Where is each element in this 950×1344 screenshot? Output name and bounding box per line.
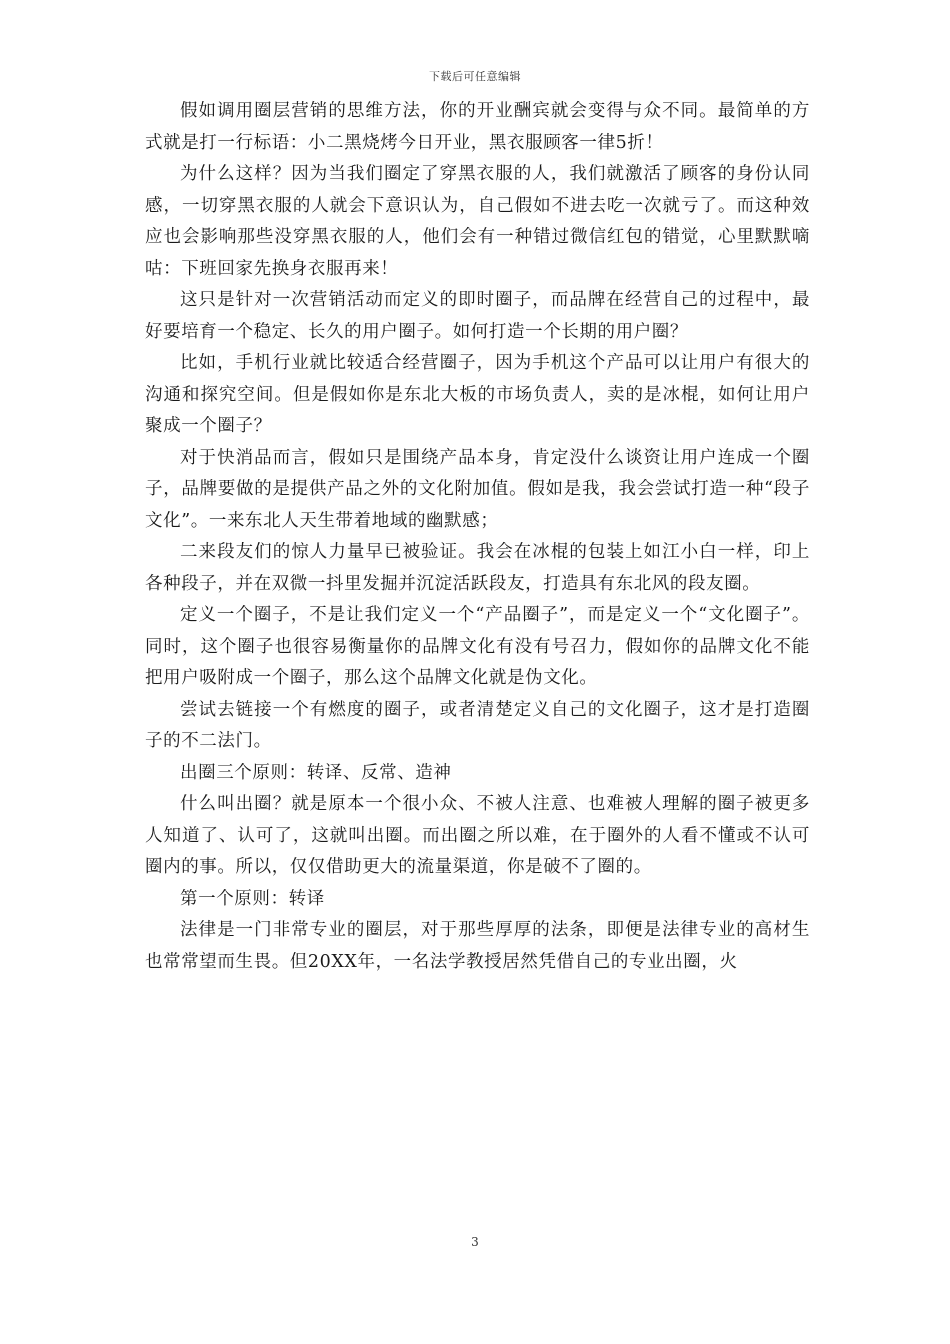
paragraph: 什么叫出圈？就是原本一个很小众、不被人注意、也难被人理解的圈子被更多人知道了、认可了，这就叫出圈。而出圈之所以难，在于圈外的人看不懂或不认可圈内的事。所以，仅仅借助更大的流量渠道，你是破不了圈的。 [145, 794, 810, 877]
document-body [145, 96, 810, 978]
paragraph: 假如调用圈层营销的思维方法，你的开业酬宾就会变得与众不同。最简单的方式就是打一行标语：小二黑烧烤今日开业，黑衣服顾客一律5折！ [145, 101, 810, 153]
paragraph: 尝试去链接一个有燃度的圈子，或者清楚定义自己的文化圈子，这才是打造圈子的不二法门。 [145, 699, 810, 751]
paragraph: 这只是针对一次营销活动而定义的即时圈子，而品牌在经营自己的过程中，最好要培育一个稳定、长久的用户圈子。如何打造一个长期的用户圈？ [145, 290, 810, 342]
paragraph: 对于快消品而言，假如只是围绕产品本身，肯定没什么谈资让用户连成一个圈子，品牌要做的是提供产品之外的文化附加值。假如是我，我会尝试打造一种“段子文化”。一来东北人天生带着地域的幽默感； [145, 447, 810, 531]
page-number: 3 [471, 1235, 479, 1249]
paragraph: 为什么这样？因为当我们圈定了穿黑衣服的人，我们就激活了顾客的身份认同感，一切穿黑衣服的人就会下意识认为，自己假如不进去吃一次就亏了。而这种效应也会影响那些没穿黑衣服的人，他们会有一种错过微信红包的错觉，心里默默嘀咕：下班回家先换身衣服再来！ [145, 164, 810, 279]
subsection-heading: 第一个原则：转译 [180, 888, 325, 909]
paragraph: 法律是一门非常专业的圈层，对于那些厚厚的法条，即便是法律专业的高材生也常常望而生畏。但20XX年，一名法学教授居然凭借自己的专业出圈，火 [145, 920, 810, 972]
paragraph: 定义一个圈子，不是让我们定义一个“产品圈子”，而是定义一个“文化圈子”。同时，这个圈子也很容易衡量你的品牌文化有没有号召力，假如你的品牌文化不能把用户吸附成一个圈子，那么这个品牌文化就是伪文化。 [145, 605, 810, 688]
paragraph: 比如，手机行业就比较适合经营圈子，因为手机这个产品可以让用户有很大的沟通和探究空间。但是假如你是东北大板的市场负责人，卖的是冰棍，如何让用户聚成一个圈子？ [145, 353, 810, 436]
paragraph: 二来段友们的惊人力量早已被验证。我会在冰棍的包装上如江小白一样，印上各种段子，并在双微一抖里发掘并沉淀活跃段友，打造具有东北风的段友圈。 [145, 542, 810, 594]
page-header: 下载后可任意编辑 [429, 70, 521, 83]
section-heading: 出圈三个原则：转译、反常、造神 [180, 762, 452, 783]
